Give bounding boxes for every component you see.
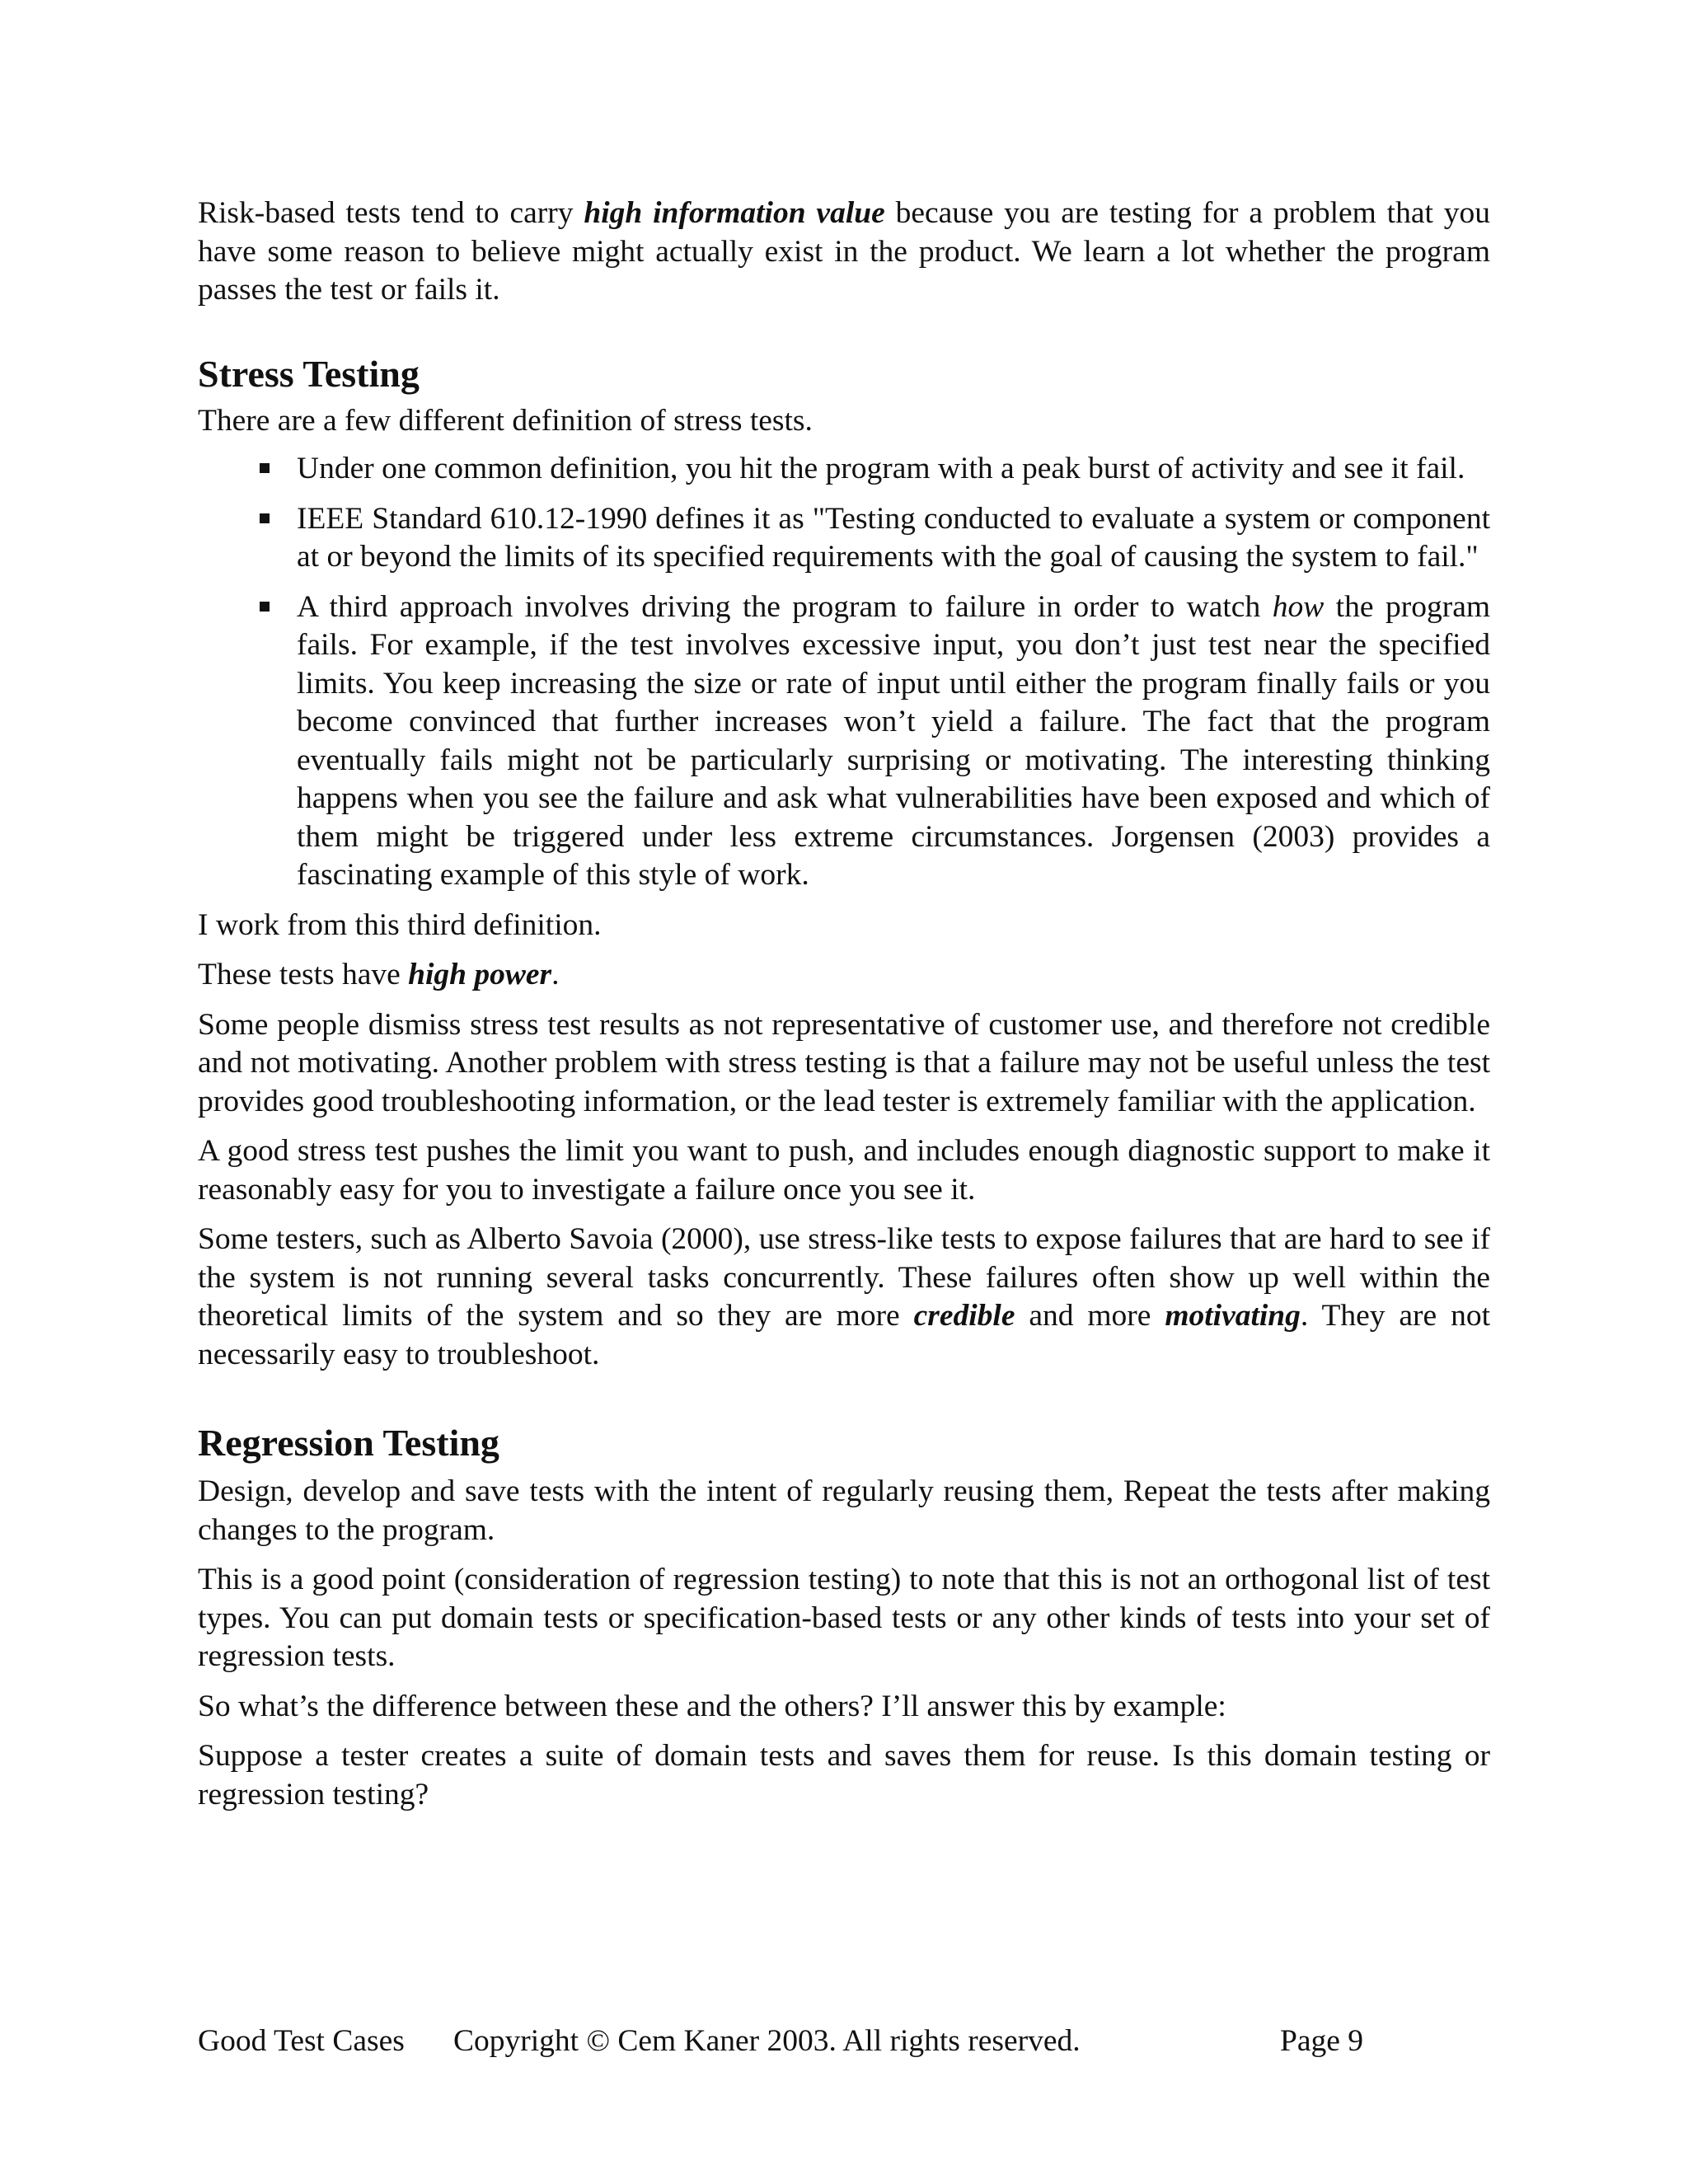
third-definition-paragraph: I work from this third definition. xyxy=(198,907,602,942)
emphasis-high-information-value: high information value xyxy=(584,196,885,230)
intro-paragraph: Risk-based tests tend to carry high information value because you are testing for a problem that you have some reason to believe might actually exist in the product. We learn a lot whether the program passes the test or fails it. xyxy=(198,196,1490,307)
savoia-paragraph: Some testers, such as Alberto Savoia (2000), use stress-like tests to expose failures that are hard to see if the system is not running several tasks concurrently. These failures often show up well within the theoretical limits of the system and so they are more credible and more motivating. They are not necessarily easy to troubleshoot. xyxy=(198,1222,1490,1371)
footer-copyright: Copyright © Cem Kaner 2003. All rights reserved. xyxy=(453,2024,1081,2058)
square-bullet-icon xyxy=(260,463,270,473)
emphasis-motivating: motivating xyxy=(1165,1299,1301,1333)
stress-definitions-list xyxy=(198,450,1490,895)
list-item: Under one common definition, you hit the program with a peak burst of activity and see it fail. xyxy=(297,450,1490,489)
emphasis-credible: credible xyxy=(913,1299,1015,1333)
list-item: IEEE Standard 610.12-1990 defines it as "Testing conducted to evaluate a system or component at or beyond the limits of its specified requirements with the goal of causing the system to fail." xyxy=(297,500,1490,577)
page-footer xyxy=(198,2022,1363,2060)
regression-point-paragraph: This is a good point (consideration of regression testing) to note that this is not an orthogonal list of test types. You can put domain tests or specification-based tests or any other kinds of tests into your set of regression tests. xyxy=(198,1563,1490,1673)
square-bullet-icon xyxy=(260,602,270,612)
list-item: A third approach involves driving the program to failure in order to watch how the program fails. For example, if the test involves excessive input, you don’t just test near the specified limits. You keep increasing the size or rate of input until either the program finally fails or you become convinced that further increases won’t yield a failure. The fact that the program eventually fails might not be particularly surprising or motivating. The interesting thinking happens when you see the failure and ask what vulnerabilities have been exposed and which of them might be triggered under less extreme circumstances. Jorgensen (2003) provides a fascinating example of this style of work. xyxy=(297,588,1490,895)
regression-design-paragraph: Design, develop and save tests with the intent of regularly reusing them, Repeat the tests after making changes to the program. xyxy=(198,1474,1490,1547)
stress-testing-heading: Stress Testing xyxy=(198,352,420,395)
stress-intro-paragraph: There are a few different definition of stress tests. xyxy=(198,403,813,438)
square-bullet-icon xyxy=(260,513,270,523)
emphasis-high-power: high power xyxy=(408,958,552,991)
regression-testing-heading: Regression Testing xyxy=(198,1422,499,1464)
emphasis-how: how xyxy=(1272,589,1325,624)
footer-page-number: Page 9 xyxy=(1280,2024,1364,2058)
page-body xyxy=(198,194,1490,1814)
regression-suppose-paragraph: Suppose a tester creates a suite of domain tests and saves them for reuse. Is this domain testing or regression testing? xyxy=(198,1739,1490,1811)
regression-difference-paragraph: So what’s the difference between these and the others? I’ll answer this by example: xyxy=(198,1689,1226,1723)
dismiss-paragraph: Some people dismiss stress test results as not representative of customer use, and therefore not credible and not motivating. Another problem with stress testing is that a failure may not be useful unless the test provides good troubleshooting information, or the lead tester is extremely familiar with the application. xyxy=(198,1007,1490,1118)
good-stress-test-paragraph: A good stress test pushes the limit you want to push, and includes enough diagnostic support to make it reasonably easy for you to investigate a failure once you see it. xyxy=(198,1134,1490,1207)
footer-title: Good Test Cases xyxy=(198,2024,405,2058)
high-power-paragraph: These tests have high power. xyxy=(198,958,560,991)
